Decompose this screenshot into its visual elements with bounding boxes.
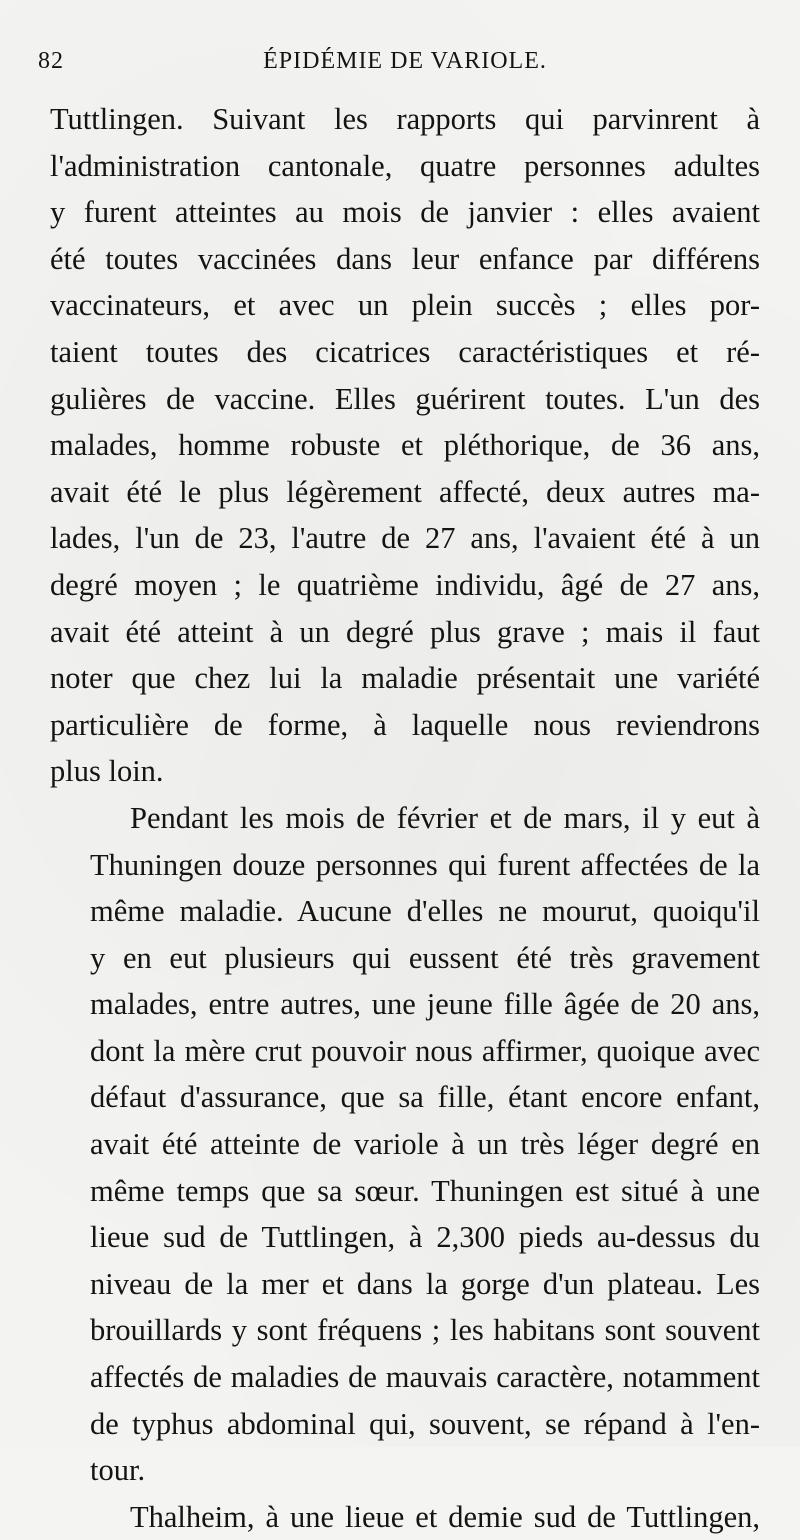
text-line: niveau de la mer et dans la gorge d'un plateau. Les [90, 1266, 760, 1301]
text-line: même temps que sa sœur. Thuningen est situé à une [90, 1173, 760, 1208]
text-line: brouillards y sont fréquens ; les habitans sont souvent [90, 1313, 760, 1348]
text-line: malades, homme robuste et pléthorique, de 36 ans, [50, 428, 760, 463]
text-line: plus loin. [50, 754, 164, 789]
text-line: vaccinateurs, et avec un plein succès ; elles por- [50, 288, 760, 323]
text-line: malades, entre autres, une jeune fille âgée de 20 ans, [90, 987, 760, 1022]
running-title: ÉPIDÉMIE DE VARIOLE. [263, 48, 547, 74]
text-line: avait été atteint à un degré plus grave ; mais il faut [50, 614, 760, 649]
text-line: degré moyen ; le quatrième individu, âgé de 27 ans, [50, 567, 760, 602]
text-line: Pendant les mois de février et de mars, il y eut à [130, 800, 760, 835]
text-line: y furent atteintes au mois de janvier : elles avaient [50, 195, 760, 230]
page-header [38, 44, 760, 84]
text-line: gulières de vaccine. Elles guérirent toutes. L'un des [50, 381, 760, 416]
text-line: défaut d'assurance, que sa fille, étant encore enfant, [90, 1080, 760, 1115]
text-line: noter que chez lui la maladie présentait une variété [50, 661, 760, 696]
text-line: particulière de forme, à laquelle nous reviendrons [50, 707, 760, 742]
text-line: Thuningen douze personnes qui furent affectées de la [90, 847, 760, 882]
text-line: tour. [90, 1453, 146, 1488]
text-line: l'administration cantonale, quatre personnes adultes [50, 148, 760, 183]
text-line: Tuttlingen. Suivant les rapports qui parvinrent à [50, 102, 760, 136]
text-line: été toutes vaccinées dans leur enfance par différens [50, 241, 760, 276]
body-text [50, 96, 760, 1540]
text-line: même maladie. Aucune d'elles ne mourut, quoiqu'il [90, 894, 760, 929]
paragraph-3 [50, 1494, 760, 1540]
text-line: Thalheim, à une lieue et demie sud de Tuttlingen, [130, 1499, 760, 1534]
paragraph-2 [50, 795, 760, 1494]
text-line: de typhus abdominal qui, souvent, se répand à l'en- [90, 1406, 760, 1441]
paragraph-1 [50, 96, 760, 795]
text-line: lades, l'un de 23, l'autre de 27 ans, l'avaient été à un [50, 521, 760, 556]
text-line: avait été le plus légèrement affecté, deux autres ma- [50, 474, 760, 509]
text-line: y en eut plusieurs qui eussent été très gravement [90, 940, 760, 975]
text-line: taient toutes des cicatrices caractéristiques et ré- [50, 334, 760, 369]
text-line: dont la mère crut pouvoir nous affirmer, quoique avec [90, 1033, 760, 1068]
text-line: lieue sud de Tuttlingen, à 2,300 pieds au-dessus du [90, 1220, 760, 1255]
text-line: affectés de maladies de mauvais caractère, notamment [90, 1360, 760, 1395]
page-number: 82 [38, 48, 64, 74]
text-line: avait été atteinte de variole à un très léger degré en [90, 1127, 760, 1162]
